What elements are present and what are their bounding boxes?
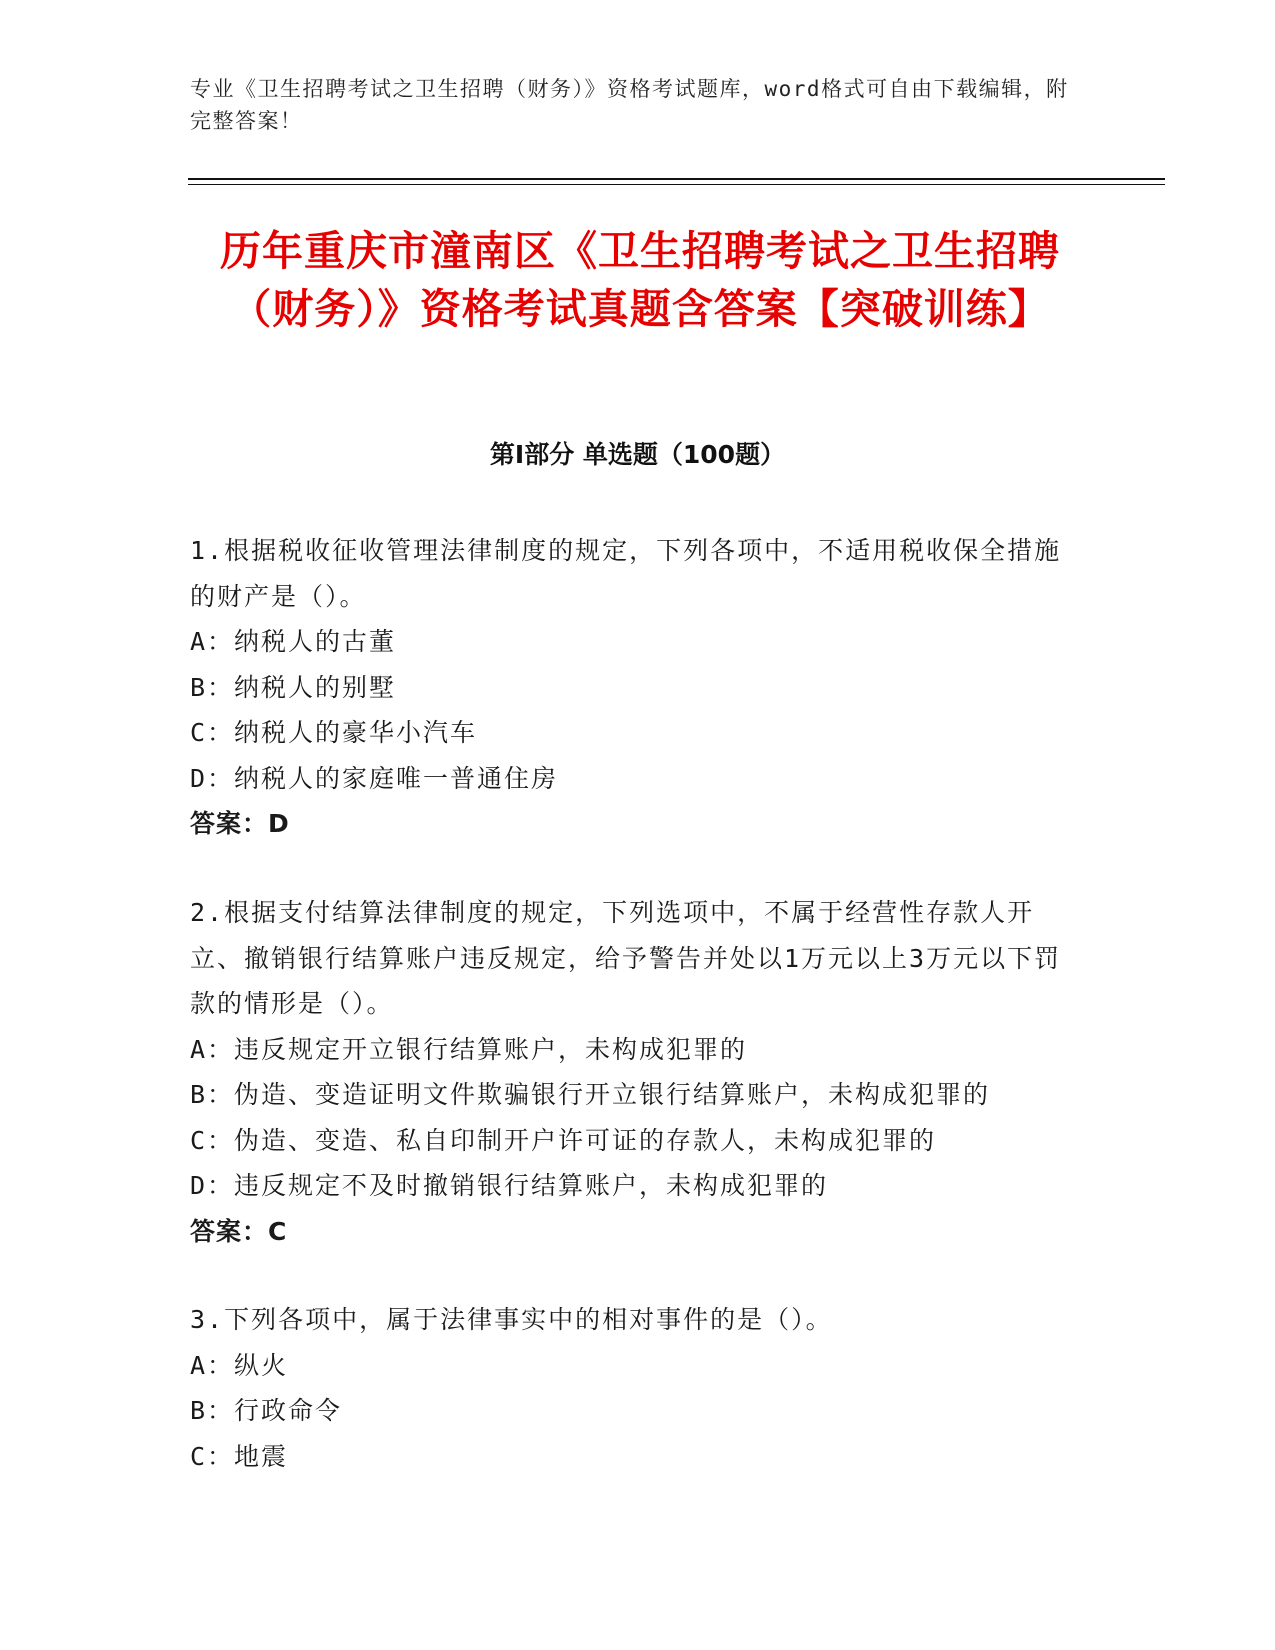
question-stem: 3.下列各项中，属于法律事实中的相对事件的是（）。 <box>190 1305 833 1334</box>
answer-line: 答案：C <box>190 1216 288 1246</box>
option-a: A：违反规定开立银行结算账户，未构成犯罪的 <box>190 1034 748 1064</box>
option-b: B：纳税人的别墅 <box>190 672 397 702</box>
question-3 <box>190 1297 1070 1479</box>
header-divider-thin <box>188 184 1165 185</box>
option-d: D：纳税人的家庭唯一普通住房 <box>190 763 559 793</box>
option-c: C：地震 <box>190 1441 289 1471</box>
option-c: C：伪造、变造、私自印制开户许可证的存款人，未构成犯罪的 <box>190 1125 937 1155</box>
question-2 <box>190 890 1070 1254</box>
section-title: 第I部分 单选题（100题） <box>489 440 786 469</box>
question-1 <box>190 528 1070 847</box>
option-b: B：伪造、变造证明文件欺骗银行开立银行结算账户，未构成犯罪的 <box>190 1080 991 1109</box>
option-d: D：违反规定不及时撤销银行结算账户，未构成犯罪的 <box>190 1171 829 1200</box>
option-a: A：纵火 <box>190 1350 289 1380</box>
header-divider-thick <box>188 178 1165 180</box>
option-c: C：纳税人的豪华小汽车 <box>190 718 478 747</box>
option-b: B：行政命令 <box>190 1396 343 1425</box>
header-note: 专业《卫生招聘考试之卫生招聘（财务）》资格考试题库，word格式可自由下载编辑，附完整答案！ <box>190 77 1069 133</box>
option-a: A：纳税人的古董 <box>190 627 397 656</box>
document-title: 历年重庆市潼南区《卫生招聘考试之卫生招聘（财务）》资格考试真题含答案【突破训练】 <box>220 227 1060 333</box>
question-stem: 1.根据税收征收管理法律制度的规定，下列各项中，不适用税收保全措施的财产是（）。 <box>190 536 1062 611</box>
answer-line: 答案：D <box>190 809 290 838</box>
question-stem: 2.根据支付结算法律制度的规定，下列选项中，不属于经营性存款人开立、撤销银行结算账户违反规定，给予警告并处以1万元以上3万元以下罚款的情形是（）。 <box>190 898 1062 1018</box>
